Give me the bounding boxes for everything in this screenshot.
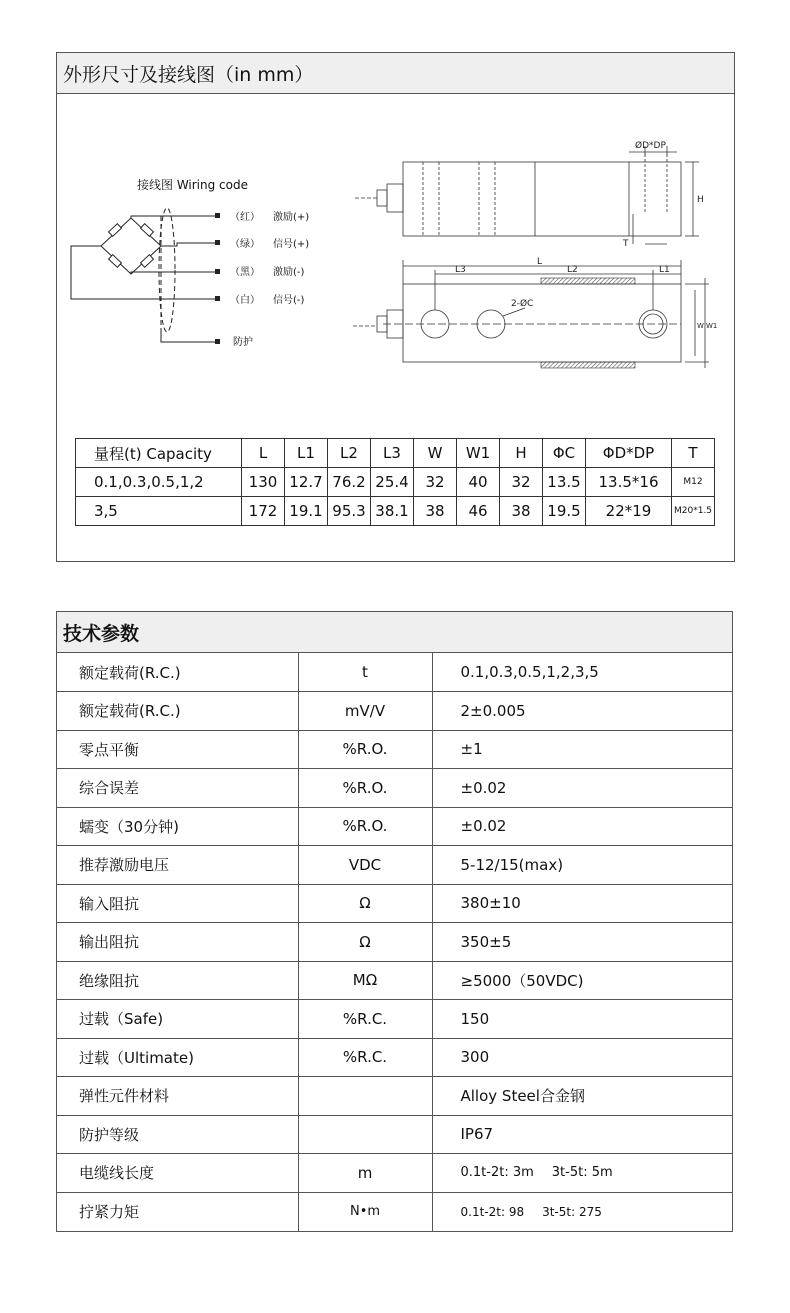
torque-small: 0.1t-2t: 98 <box>460 1204 525 1219</box>
header-l3: L3 <box>371 439 414 468</box>
spec-unit: Ω <box>298 884 432 923</box>
top-hole-label: ØD*DP <box>635 141 666 151</box>
wiring-diagram <box>57 94 357 394</box>
cell-h: 38 <box>500 497 543 526</box>
header-w1: W1 <box>457 439 500 468</box>
header-t: T <box>672 439 715 468</box>
wire-red-signal: 激励(+) <box>273 212 310 223</box>
spec-unit: %R.C. <box>298 1038 432 1077</box>
spec-value: 380±10 <box>432 884 732 923</box>
w-label: W <box>697 322 704 330</box>
spec-row <box>57 769 732 808</box>
spec-unit: %R.O. <box>298 769 432 808</box>
spec-value: 0.1,0.3,0.5,1,2,3,5 <box>460 663 599 681</box>
spec-name: 输入阻抗 <box>57 884 298 923</box>
spec-name: 输出阻抗 <box>57 923 298 962</box>
spec-name: 蠕变（30分钟) <box>57 807 298 846</box>
spec-name: 零点平衡 <box>57 730 298 769</box>
spec-unit: VDC <box>298 846 432 885</box>
cell-t: M20*1.5 <box>672 497 715 526</box>
cell-l2: 76.2 <box>328 468 371 497</box>
spec-unit <box>298 1077 432 1116</box>
spec-name: 过载（Safe) <box>57 1000 298 1039</box>
spec-unit: %R.O. <box>298 730 432 769</box>
cell-d-dp: 22*19 <box>586 497 672 526</box>
spec-row <box>57 692 732 731</box>
spec-row <box>57 807 732 846</box>
spec-unit: %R.C. <box>298 1000 432 1039</box>
spec-value: 2±0.005 <box>432 692 732 731</box>
spec-name: 防护等级 <box>57 1115 298 1154</box>
header-capacity: 量程(t) Capacity <box>76 439 242 468</box>
cell-c: 19.5 <box>543 497 586 526</box>
spec-unit: m <box>298 1154 432 1193</box>
spec-row <box>57 653 732 692</box>
spec-row <box>57 1077 732 1116</box>
spec-value: 5-12/15(max) <box>432 846 732 885</box>
cell-c: 13.5 <box>543 468 586 497</box>
spec-row <box>57 1000 732 1039</box>
holes-label: 2-ØC <box>511 299 534 309</box>
dimensions-panel <box>56 52 735 562</box>
spec-row <box>57 1038 732 1077</box>
spec-value: ±0.02 <box>432 807 732 846</box>
header-l1: L1 <box>285 439 328 468</box>
spec-row <box>57 846 732 885</box>
spec-row <box>57 730 732 769</box>
dimension-header-row <box>76 439 715 468</box>
cell-l: 172 <box>242 497 285 526</box>
w1-label: W1 <box>706 322 718 330</box>
header-c: ΦC <box>543 439 586 468</box>
spec-row <box>57 1192 732 1231</box>
dimensions-title: 外形尺寸及接线图（in mm） <box>57 53 734 94</box>
spec-unit: t <box>298 653 432 692</box>
wire-black-color: （黑） <box>230 267 260 278</box>
wire-white-color: （白） <box>230 295 260 306</box>
spec-row <box>57 884 732 923</box>
torque-large: 3t-5t: 275 <box>542 1204 602 1219</box>
shield-label: 防护 <box>233 337 253 348</box>
t-label: T <box>623 239 629 249</box>
l2-label: L2 <box>567 265 578 275</box>
h-label: H <box>697 195 704 205</box>
cell-capacity: 0.1,0.3,0.5,1,2 <box>76 468 242 497</box>
spec-value: 300 <box>432 1038 732 1077</box>
spec-value: IP67 <box>432 1115 732 1154</box>
l-label: L <box>537 257 543 267</box>
cable-length-large: 3t-5t: 5m <box>551 1165 613 1181</box>
cell-h: 32 <box>500 468 543 497</box>
cable-length-small: 0.1t-2t: 3m <box>460 1165 534 1181</box>
spec-name: 绝缘阻抗 <box>57 961 298 1000</box>
dimension-table <box>75 438 715 526</box>
spec-row <box>57 923 732 962</box>
spec-row <box>57 961 732 1000</box>
wire-black-signal: 激励(-) <box>273 267 305 278</box>
spec-value <box>432 1154 732 1193</box>
dimension-row <box>76 468 715 497</box>
spec-name: 额定载荷(R.C.) <box>57 653 298 692</box>
cell-l1: 12.7 <box>285 468 328 497</box>
cell-l3: 25.4 <box>371 468 414 497</box>
wire-green-signal: 信号(+) <box>273 239 310 250</box>
spec-value: ±1 <box>432 730 732 769</box>
specs-title: 技术参数 <box>57 612 732 653</box>
spec-unit <box>298 1115 432 1154</box>
spec-unit: %R.O. <box>298 807 432 846</box>
cell-capacity: 3,5 <box>76 497 242 526</box>
spec-name: 额定载荷(R.C.) <box>57 692 298 731</box>
wire-red-color: （红） <box>230 212 260 223</box>
mechanical-drawing <box>347 94 735 424</box>
cell-t: M12 <box>672 468 715 497</box>
cell-l2: 95.3 <box>328 497 371 526</box>
spec-value: ±0.02 <box>432 769 732 808</box>
header-w: W <box>414 439 457 468</box>
spec-unit: MΩ <box>298 961 432 1000</box>
specs-table <box>57 653 732 1231</box>
spec-name: 综合误差 <box>57 769 298 808</box>
cell-l3: 38.1 <box>371 497 414 526</box>
spec-name: 电缆线长度 <box>57 1154 298 1193</box>
spec-value: 350±5 <box>432 923 732 962</box>
spec-unit: N•m <box>298 1192 432 1231</box>
wiring-title: 接线图 Wiring code <box>137 178 248 192</box>
l3-label: L3 <box>455 265 466 275</box>
cell-d-dp: 13.5*16 <box>586 468 672 497</box>
wire-white-signal: 信号(-) <box>273 295 305 306</box>
header-h: H <box>500 439 543 468</box>
l1-label: L1 <box>659 265 670 275</box>
spec-value <box>432 1192 732 1231</box>
spec-name: 过载（Ultimate) <box>57 1038 298 1077</box>
cell-l1: 19.1 <box>285 497 328 526</box>
header-d-dp: ΦD*DP <box>586 439 672 468</box>
spec-value: Alloy Steel合金钢 <box>432 1077 732 1116</box>
spec-row <box>57 1115 732 1154</box>
spec-name: 弹性元件材料 <box>57 1077 298 1116</box>
spec-value: 150 <box>432 1000 732 1039</box>
spec-unit: Ω <box>298 923 432 962</box>
cell-w: 38 <box>414 497 457 526</box>
spec-unit: mV/V <box>298 692 432 731</box>
spec-row <box>57 1154 732 1193</box>
dimension-row <box>76 497 715 526</box>
cell-w: 32 <box>414 468 457 497</box>
cell-w1: 40 <box>457 468 500 497</box>
spec-value: ≥5000（50VDC) <box>432 961 732 1000</box>
specs-panel <box>56 611 733 1232</box>
header-l: L <box>242 439 285 468</box>
spec-name: 拧紧力矩 <box>57 1192 298 1231</box>
header-l2: L2 <box>328 439 371 468</box>
cell-w1: 46 <box>457 497 500 526</box>
cell-l: 130 <box>242 468 285 497</box>
spec-name: 推荐激励电压 <box>57 846 298 885</box>
wire-green-color: （绿） <box>230 239 260 250</box>
